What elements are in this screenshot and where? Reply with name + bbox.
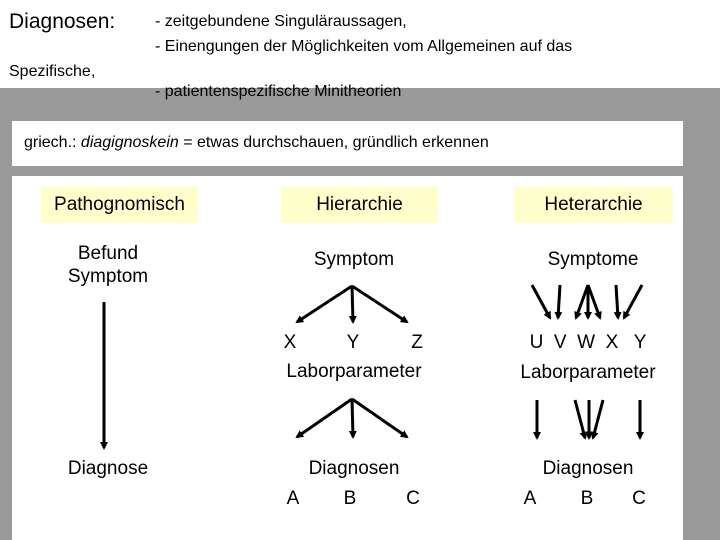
hierarchie-laborparameter: Laborparameter bbox=[286, 361, 422, 382]
heterarchie-arrow-top-1 bbox=[532, 285, 550, 318]
bullet-line-3: - patientenspezifische Minitheorien bbox=[155, 83, 402, 100]
heterarchie-diagnose-c: C bbox=[632, 488, 646, 509]
hierarchie-letter-x: X bbox=[283, 332, 297, 353]
heterarchie-arrow-top-7 bbox=[624, 285, 642, 318]
pathognomisch-diagnose: Diagnose bbox=[67, 458, 149, 479]
heterarchie-arrow-bottom-2 bbox=[575, 400, 585, 438]
heterarchie-letters: U V W X Y bbox=[529, 332, 647, 353]
header-hierarchie: Hierarchie bbox=[281, 187, 438, 223]
bullet-line-2-continued: Spezifische, bbox=[9, 63, 96, 80]
definition-meaning: = etwas durchschauen, gründlich erkennen bbox=[178, 134, 489, 151]
heterarchie-arrow-bottom-4 bbox=[593, 400, 603, 438]
heterarchie-arrow-top-6 bbox=[616, 285, 618, 318]
hierarchie-diagnose-a: A bbox=[286, 488, 300, 509]
header-heterarchie: Heterarchie bbox=[514, 187, 673, 223]
hierarchie-diagnosen: Diagnosen bbox=[308, 458, 400, 479]
hierarchie-symptom: Symptom bbox=[313, 249, 395, 270]
heterarchie-diagnosen: Diagnosen bbox=[542, 458, 634, 479]
hierarchie-arrow-bottom-left bbox=[297, 399, 352, 437]
definition-prefix: griech.: bbox=[24, 134, 81, 151]
hierarchie-arrow-top-right bbox=[352, 286, 407, 322]
heterarchie-symptome: Symptome bbox=[547, 249, 639, 270]
pathognomisch-symptom: Symptom bbox=[67, 266, 149, 287]
bullet-line-2: - Einengungen der Möglichkeiten vom Allgemeinen auf das bbox=[155, 38, 573, 55]
hierarchie-diagnose-b: B bbox=[343, 488, 357, 509]
pathognomisch-befund: Befund bbox=[77, 243, 139, 264]
heterarchie-diagnose-b: B bbox=[580, 488, 594, 509]
hierarchie-arrow-bottom-center bbox=[352, 399, 353, 437]
hierarchie-arrow-bottom-right bbox=[352, 399, 407, 437]
hierarchie-arrow-top-left bbox=[297, 286, 352, 322]
bullet-line-1: - zeitgebundene Singuläraussagen, bbox=[155, 13, 407, 30]
heterarchie-diagnose-a: A bbox=[523, 488, 537, 509]
hierarchie-letter-z: Z bbox=[411, 332, 423, 353]
heterarchie-laborparameter: Laborparameter bbox=[520, 362, 656, 383]
definition-term: diagignoskein bbox=[80, 134, 179, 151]
hierarchie-arrow-top-center bbox=[352, 286, 353, 322]
page-title: Diagnosen: bbox=[9, 10, 116, 33]
heterarchie-arrow-top-2 bbox=[558, 285, 560, 318]
header-pathognomisch: Pathognomisch bbox=[41, 187, 198, 223]
hierarchie-diagnose-c: C bbox=[406, 488, 420, 509]
hierarchie-letter-y: Y bbox=[346, 332, 360, 353]
heterarchie-arrow-top-3 bbox=[576, 285, 588, 318]
heterarchie-arrow-top-5 bbox=[588, 285, 600, 318]
